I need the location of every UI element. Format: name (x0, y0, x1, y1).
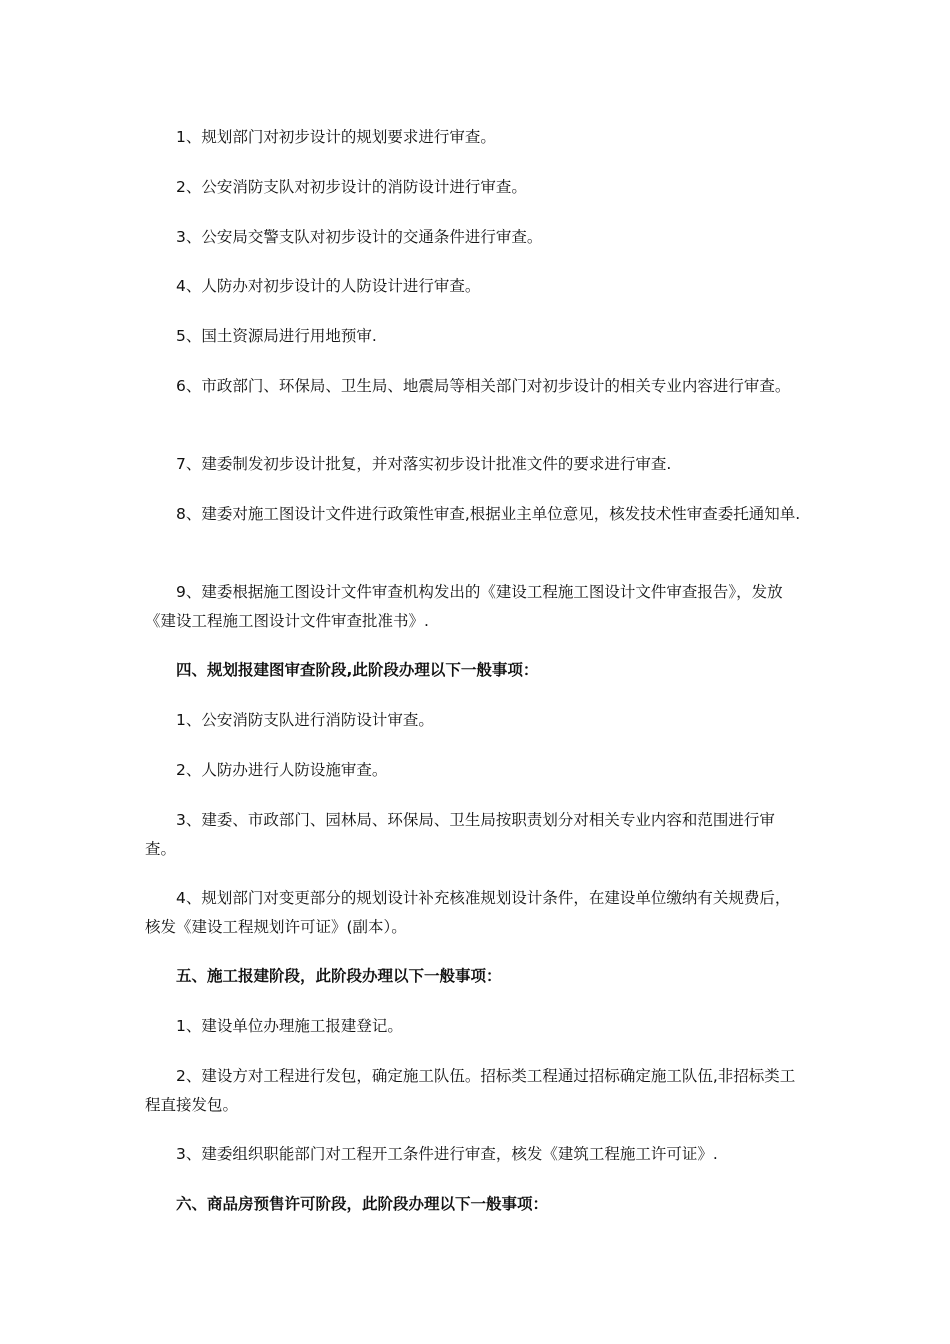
paragraph-item: 4、人防办对初步设计的人防设计进行审查。 (176, 277, 481, 295)
paragraph-item: 3、公安局交警支队对初步设计的交通条件进行审查。 (176, 228, 543, 246)
paragraph-item: 6、市政部门、环保局、卫生局、地震局等相关部门对初步设计的相关专业内容进行审查。 (176, 377, 791, 395)
paragraph-item: 2、建设方对工程进行发包，确定施工队伍。招标类工程通过招标确定施工队伍,非招标类工程直接发包。 (145, 1067, 796, 1114)
section-heading-6: 六、商品房预售许可阶段，此阶段办理以下一般事项： (176, 1195, 549, 1213)
paragraph-item: 2、公安消防支队对初步设计的消防设计进行审查。 (176, 178, 527, 196)
paragraph-item: 3、建委组织职能部门对工程开工条件进行审查，核发《建筑工程施工许可证》. (176, 1145, 718, 1163)
paragraph-item: 7、建委制发初步设计批复，并对落实初步设计批准文件的要求进行审查. (176, 455, 672, 473)
paragraph-item: 4、规划部门对变更部分的规划设计补充核准规划设计条件，在建设单位缴纳有关规费后，核发《建设工程规划许可证》(副本）。 (145, 889, 791, 936)
paragraph-item: 2、人防办进行人防设施审查。 (176, 761, 388, 779)
paragraph-item: 1、规划部门对初步设计的规划要求进行审查。 (176, 128, 496, 146)
paragraph-item: 9、建委根据施工图设计文件审查机构发出的《建设工程施工图设计文件审查报告》，发放《建设工程施工图设计文件审查批准书》. (145, 583, 783, 630)
paragraph-item: 5、国土资源局进行用地预审. (176, 327, 377, 345)
section-heading-4: 四、规划报建图审查阶段,此阶段办理以下一般事项： (176, 661, 539, 679)
paragraph-item: 1、建设单位办理施工报建登记。 (176, 1017, 403, 1035)
section-heading-5: 五、施工报建阶段，此阶段办理以下一般事项： (176, 967, 502, 985)
paragraph-item: 8、建委对施工图设计文件进行政策性审查,根据业主单位意见，核发技术性审查委托通知单. (176, 505, 801, 523)
paragraph-item: 3、建委、市政部门、园林局、环保局、卫生局按职责划分对相关专业内容和范围进行审查。 (145, 811, 775, 858)
paragraph-item: 1、公安消防支队进行消防设计审查。 (176, 711, 434, 729)
